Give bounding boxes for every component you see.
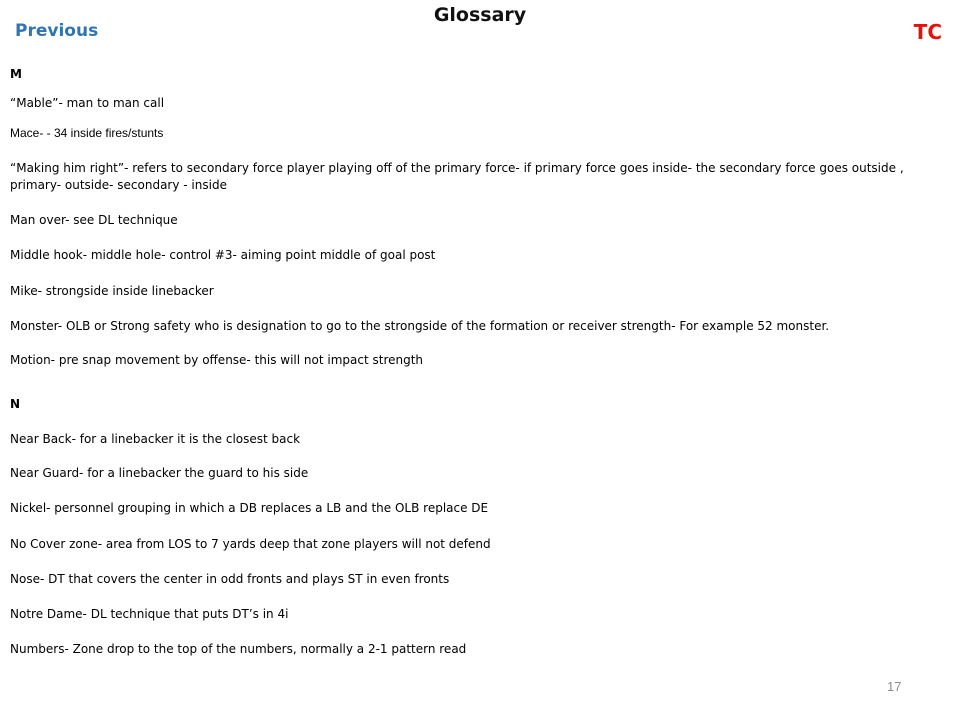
glossary-entry: Middle hook- middle hole- control #3- aiming point middle of goal post [10, 248, 436, 262]
glossary-entry: Man over- see DL technique [10, 213, 178, 227]
glossary-entry: Near Guard- for a linebacker the guard to his side [10, 466, 309, 480]
glossary-entry: Mike- strongside inside linebacker [10, 284, 214, 298]
glossary-entry: Monster- OLB or Strong safety who is designation to go to the strongside of the formation or receiver strength- For example 52 monster. [10, 319, 830, 333]
glossary-entry: “Mable”- man to man call [10, 96, 165, 110]
glossary-entry: Motion- pre snap movement by offense- this will not impact strength [10, 353, 424, 367]
section-letter-m: M [10, 67, 22, 81]
glossary-entry: Mace- - 34 inside fires/stunts [10, 126, 164, 140]
glossary-entry: Numbers- Zone drop to the top of the numbers, normally a 2-1 pattern read [10, 642, 467, 656]
glossary-entry: “Making him right”- refers to secondary force player playing off of the primary force- if primary force goes inside- the secondary force goes outside , primary- outside- secondary - inside [10, 161, 904, 192]
glossary-entry: No Cover zone- area from LOS to 7 yards deep that zone players will not defend [10, 537, 491, 551]
previous-link[interactable]: Previous [15, 21, 99, 41]
glossary-entry: Nose- DT that covers the center in odd fronts and plays ST in even fronts [10, 572, 450, 586]
section-letter-n: N [10, 397, 21, 411]
page-number: 17 [887, 679, 902, 694]
glossary-entry: Notre Dame- DL technique that puts DT’s in 4i [10, 607, 289, 621]
glossary-entry: Nickel- personnel grouping in which a DB replaces a LB and the OLB replace DE [10, 501, 489, 515]
glossary-entry: Near Back- for a linebacker it is the closest back [10, 432, 301, 446]
page-title: Glossary [433, 4, 527, 26]
tc-link[interactable]: TC [913, 20, 942, 44]
